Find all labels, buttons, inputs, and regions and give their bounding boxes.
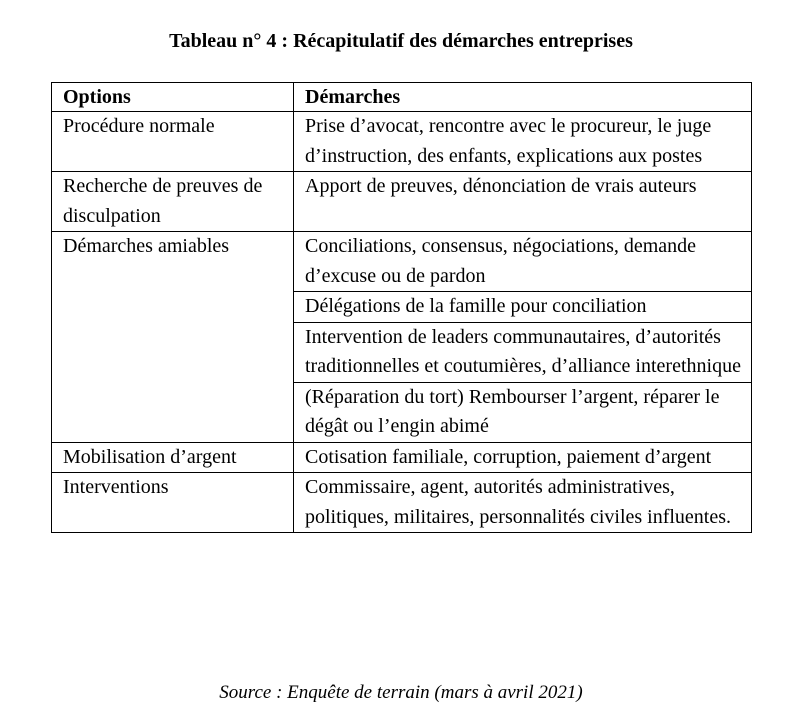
table-row [52, 473, 752, 533]
option-cell: Procédure normale [52, 112, 294, 172]
demarche-cell: (Réparation du tort) Rembourser l’argent, réparer le dégât ou l’engin abimé [294, 382, 752, 442]
header-demarches: Démarches [294, 83, 752, 112]
demarche-cell: Commissaire, agent, autorités administratives, politiques, militaires, personnalités civiles influentes. [294, 473, 752, 533]
table-row [52, 232, 752, 292]
table-row [52, 112, 752, 172]
table-row [52, 442, 752, 473]
option-cell: Interventions [52, 473, 294, 533]
table-title: Tableau n° 4 : Récapitulatif des démarches entreprises [169, 30, 633, 52]
table-row [52, 172, 752, 232]
option-cell: Recherche de preuves de disculpation [52, 172, 294, 232]
option-cell: Mobilisation d’argent [52, 442, 294, 473]
demarche-cell: Cotisation familiale, corruption, paiement d’argent [294, 442, 752, 473]
demarche-cell: Conciliations, consensus, négociations, demande d’excuse ou de pardon [294, 232, 752, 292]
demarche-cell: Délégations de la famille pour conciliation [294, 292, 752, 323]
source-note: Source : Enquête de terrain (mars à avril 2021) [219, 682, 583, 703]
demarche-cell: Intervention de leaders communautaires, d’autorités traditionnelles et coutumières, d’alliance interethnique [294, 322, 752, 382]
recap-table [51, 82, 752, 533]
header-options: Options [52, 83, 294, 112]
header-row [52, 83, 752, 112]
demarche-cell: Prise d’avocat, rencontre avec le procureur, le juge d’instruction, des enfants, explications aux postes [294, 112, 752, 172]
demarche-cell: Apport de preuves, dénonciation de vrais auteurs [294, 172, 752, 232]
option-cell: Démarches amiables [52, 232, 294, 443]
